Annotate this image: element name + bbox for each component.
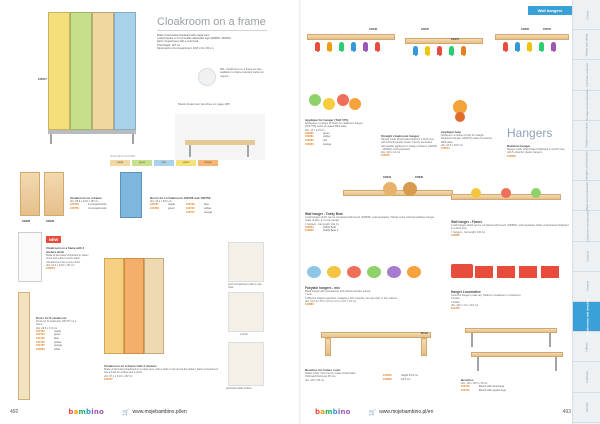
table-row: 100741 orange	[186, 210, 213, 214]
locomotive-image	[451, 256, 563, 284]
rainbow-hanger-code: 100048	[507, 154, 516, 158]
website-link[interactable]: www.mojebambino.pl/en	[132, 409, 187, 415]
footer-left	[10, 406, 290, 418]
benches-metal-dims: dim: 115 x 35.5 x 35 cm	[461, 382, 488, 385]
table-row: 100740 Bench with wood legs	[461, 385, 505, 389]
cabinet2-specs: dim: 34.2 x 83.2 cm	[150, 200, 172, 203]
applique-help-block	[441, 130, 493, 150]
flower-hanger-image	[451, 186, 561, 208]
footer-right	[315, 406, 571, 418]
shelves-code: 100816	[46, 267, 55, 270]
straight-hanger-text: Hanger made of laminated board in a birch tone with colourful plastic hooks. Can be decorated with starfish appliqués in shape of flowers (100060 - 100063), sold separately.	[381, 138, 438, 151]
intro-line: Made of laminated chipboard with maple bars	[157, 34, 210, 37]
page-number-left: 492	[10, 409, 19, 415]
table-row: 100738 green	[150, 206, 175, 210]
blue-cabinet-image	[120, 172, 142, 218]
side-tab-label: Cloakrooms and benches	[585, 298, 590, 335]
table-row: 101767 orange	[36, 344, 63, 348]
flower-dims: 7 hangers - bar length: 105 cm	[451, 230, 486, 234]
section-tag: Wall hangers	[528, 6, 572, 15]
intro-line: Locked hooks on 3 removable adjustable legs (300802, 300062)	[157, 37, 231, 41]
applique-help-code: 100071	[441, 147, 450, 150]
metal-benches-image	[461, 322, 569, 378]
locomotive-line: 6 hooks	[451, 297, 460, 301]
detail-thumb-perforated	[228, 342, 264, 386]
side-tab-label: Tables and desks	[585, 33, 589, 57]
applique-hanger-dims: dim: 13 x 14.5 cm	[305, 128, 325, 132]
locomotive-code: 100476	[451, 307, 460, 310]
flower-applique-image	[307, 88, 363, 116]
side-tab-label: Storage and bookcases	[585, 89, 589, 121]
swatch-green: green	[132, 160, 152, 166]
doors-s-title: Doors for D cloakroom	[36, 316, 67, 320]
table-row: 100740 yellow	[186, 206, 212, 210]
prl-badge-icon	[198, 68, 216, 86]
side-tab-label: Classroom accessories	[585, 210, 590, 242]
teddy-dims: 1 hangers - bar length: 102 cm	[305, 222, 340, 226]
table-row: 101765 blue	[36, 337, 59, 340]
benches-wood-text: Stable locker room bench, made of laminated chipboard thickness 25 mm.	[305, 372, 356, 379]
rail-code-1: 100349	[369, 28, 377, 31]
shelves-text: Made of laminated chipboard in pastel tones with colour inserts. Each compartment has a shoe shelf.	[46, 254, 89, 264]
benches-wood-block	[305, 368, 365, 382]
rail-code-2: 100070	[421, 28, 429, 31]
fairytale-line: 7 sets	[305, 293, 312, 297]
side-tab-label: Carpets	[584, 281, 589, 292]
brand-logo: bambino	[68, 408, 105, 416]
table-row: 100600 white	[36, 347, 61, 351]
side-tab[interactable]	[573, 393, 600, 423]
brand-logo: bambino	[315, 408, 351, 416]
table-row: 100737 maple	[150, 203, 176, 207]
caption-perforated: perforated plate bottom	[226, 387, 252, 390]
side-tab[interactable]	[573, 91, 600, 121]
small-code-2: 100039	[46, 220, 54, 223]
locomotive-line: dim: 100 x 4.5 x 11.5 cm	[451, 303, 479, 307]
rail-hangers-image	[307, 30, 569, 80]
side-tab-label: Hangers and benches	[585, 150, 590, 181]
bench-height-label: 35 cm	[421, 332, 428, 335]
table-row: 100062 red	[305, 139, 327, 142]
caption-shelf: a shelf	[240, 333, 248, 336]
table-row: 100063 orange	[305, 142, 332, 146]
benches-metal-title: Benches	[461, 378, 474, 382]
table-row: 100060 green	[305, 131, 330, 135]
table-row: 100741 Bench with square legs	[461, 388, 506, 392]
teddy-text: A wall hanger which can be completed with bench (100836), sold separately. Thanks to the colourful applique hanger made of pine, it is a fun hanger.	[305, 216, 435, 223]
side-tab-label: Beds and mattresses	[585, 181, 589, 210]
cabinet3-dims: dim: 87.2 x 34.8 x 187 cm	[104, 374, 133, 378]
table-row: 100895 34.5 cm	[383, 377, 411, 381]
caption-each: each compartment with a coat hook	[228, 283, 262, 290]
applique-hanger-text: Appliqués in a shape of flower for cloakroom hanger (TAK 575) made of coated MDF plate.	[305, 122, 363, 129]
table-row: 101763 maple	[36, 329, 62, 333]
cabinet3-title: Cloakroom on a frame with 3 shelves	[104, 364, 157, 368]
side-tab[interactable]	[573, 211, 600, 241]
table-row: 100845 Teddy Bear 2	[305, 229, 339, 233]
cabinet1-specs: dim: 86.8 x 34.8 x 187 cm	[70, 200, 99, 203]
side-tab-label: Chairs	[584, 10, 589, 19]
small-code-1: 100038	[22, 220, 30, 223]
page-title-left: Cloakroom on a frame	[157, 16, 266, 28]
fairytale-text: Metal hanger with animated tip and colorful wooden animal.	[305, 290, 371, 293]
shelves-block	[46, 246, 90, 270]
cabinet1-title: Cloakroom on a frame	[70, 196, 102, 200]
swatch-maple: maple	[110, 160, 130, 166]
small-cabinet-image	[20, 172, 66, 220]
website-link[interactable]: www.mojebambino.pl/en	[379, 409, 434, 415]
table-row: 100845 height 34.5 cm	[383, 374, 419, 377]
benches-wood-title: Benches for locker room	[305, 368, 341, 372]
cabinet1-block	[70, 196, 118, 211]
cabinet2-block	[150, 196, 222, 214]
side-tab-label: Furniture systems	[585, 63, 589, 87]
wood-bench-image	[321, 322, 441, 362]
locomotive-block	[451, 290, 569, 310]
locomotive-title: Hanger Locomotive	[451, 290, 481, 294]
hangers-title: Hangers	[507, 126, 553, 140]
doors-s-block	[36, 316, 80, 352]
table-row: 100739 blue	[186, 203, 209, 207]
three-door-cabinet-image	[104, 258, 164, 358]
fairytale-title: Fairytale hangers - mix	[305, 286, 340, 290]
rail-code-4: 100060	[521, 28, 529, 31]
new-badge: NEW	[46, 236, 61, 243]
cabinet3-code: 100737	[104, 377, 113, 381]
cabinet3-block	[104, 364, 222, 381]
applique-help-text: Appliqué in a shape of help for straight cloakroom hanger (100070) made of coloured MDF plate.	[441, 134, 492, 144]
detail-thumb-hook	[228, 242, 264, 282]
side-tab[interactable]	[573, 298, 600, 335]
shelves-title: Cloakroom on a frame with 2 shelves while	[46, 246, 85, 254]
teddy-code-1: 100844	[383, 176, 391, 179]
straight-hanger-title: Straight cloakroom hanger	[381, 134, 420, 138]
flower-code: 100856	[451, 233, 460, 237]
title-underline	[157, 30, 267, 31]
applique-hanger-title: Appliqué for hanger (TAK 575)	[305, 118, 349, 122]
side-tab-label: Cabinets	[585, 371, 589, 383]
swatch-orange: orange	[198, 160, 218, 166]
benches-metal-block	[461, 378, 569, 393]
frame-code: 100517	[38, 78, 47, 81]
rainbow-hanger-title: Rainbow hanger	[507, 144, 531, 148]
flower-title: Wall hanger - Flower	[451, 220, 483, 224]
help-applique-image	[449, 98, 471, 124]
flower-text: A wall hanger which can be completed with bench (100836), sold separately. Made of laminated chipboard in a birch tone.	[451, 224, 569, 231]
teddy-code-2: 100845	[415, 176, 423, 179]
page-number-right: 493	[562, 409, 571, 415]
intro-line: Each compartment with a coat hook	[157, 40, 199, 44]
fairytale-line: dim: from 8 x 8.5 x 4.5 cm to 9 x 11.5 x 4.5 cm	[305, 299, 357, 303]
flower-block	[451, 220, 569, 237]
cart-icon: 🛒	[368, 409, 377, 416]
cabinet2-title: Doors for H cloakroom 100758 and 100759	[150, 196, 211, 200]
side-tab[interactable]	[573, 332, 600, 362]
doors-s-text: Doors for D cloakroom 100 877 on a frame	[36, 320, 77, 327]
left-page	[0, 0, 299, 424]
table-row: 101764 green	[36, 333, 61, 337]
teddy-block	[305, 212, 435, 233]
cart-icon: 🛒	[122, 409, 130, 416]
rail-code-3: 100071	[451, 38, 459, 41]
shelves-dims: dim: 51.4 x 34.8 x 187 cm	[46, 263, 75, 267]
table-row: 101766 yellow	[36, 340, 62, 344]
side-tab[interactable]	[573, 181, 600, 211]
intro-list	[157, 34, 265, 50]
cabinet3-text: Made of laminated chipboard in a maple tone, with a shelf on top and at the bottom. Each compartment has a hook for clothes and a shelf.	[104, 368, 219, 375]
intro-line: Total height: 187 cm	[157, 43, 181, 47]
rainbow-hanger-text: Hanger made of laminated chipboard in a birch tone, with 5 colourful, plastic hangers.	[507, 148, 566, 155]
benches-wood-table	[383, 374, 443, 381]
colors-label: AVAILABLE COLOURS:	[110, 155, 136, 158]
right-page	[301, 0, 572, 424]
rainbow-hanger-block	[507, 144, 567, 158]
rail-code-5: 100070	[543, 28, 551, 31]
side-tab[interactable]	[573, 151, 600, 181]
locomotive-text: Colourful hangers make any children's cloakroom or classroom.	[451, 294, 522, 297]
side-tab-label: Offices	[585, 342, 589, 352]
side-tab[interactable]	[573, 362, 600, 392]
fairytale-block	[305, 286, 441, 306]
side-tab[interactable]	[573, 121, 600, 151]
swatch-blue: blue	[154, 160, 174, 166]
table-row: 100061 yellow	[305, 135, 331, 139]
side-tab-label: Kitchen	[584, 402, 589, 413]
side-tab[interactable]	[573, 0, 600, 30]
side-tab-label: Children's furniture	[585, 122, 589, 148]
swatch-yellow: yellow	[176, 160, 196, 166]
detail-thumb-shelf	[228, 292, 264, 332]
teddy-title: Wall hanger - Teddy Bear	[305, 212, 343, 216]
applique-help-title: Appliqué help	[441, 130, 461, 134]
straight-hanger-code: 100070	[381, 154, 390, 158]
benches-note-text: Metal cloakroom benches on page 485	[178, 102, 230, 106]
fairytale-code: 100886	[305, 303, 314, 306]
cabinet-image-frame	[48, 12, 148, 144]
white-cabinet-image	[18, 232, 42, 282]
intro-line: Dimensions of a compartment: 34.8 x 34 x 84 cm	[157, 46, 214, 50]
fairytale-image	[307, 262, 437, 284]
side-tabs	[572, 0, 600, 424]
benches-wood-dims: dim: 100 x 35 cm	[305, 378, 325, 382]
applique-hanger-block	[305, 118, 365, 146]
metal-bench-image	[175, 114, 265, 160]
applique-help-dims: dim: 20.5 x 18.5 cm	[441, 143, 463, 147]
color-swatches	[110, 160, 220, 166]
locomotive-line: 3 hooks	[451, 300, 460, 304]
side-tab[interactable]	[573, 242, 600, 272]
prl-badge-text: PRL: Cloakrooms on a frame are also available in a flame-retardant variant on request	[220, 68, 264, 78]
fairytale-line: 6 different shapes (elephant, hedgehog, bird, butterfly, bee and owl), in four colours	[305, 296, 397, 300]
side-tab[interactable]	[573, 60, 600, 90]
table-row: 100758 4 compartments	[70, 206, 107, 210]
straight-hanger-block	[381, 134, 437, 157]
benches-note	[178, 102, 230, 106]
table-row: 100844 Teddy Bear	[305, 225, 337, 229]
straight-hanger-dims: dim: 100 x 14 cm	[381, 151, 401, 154]
tall-door-image	[18, 292, 30, 400]
side-tab[interactable]	[573, 30, 600, 60]
table-row: 100760 6 compartments	[70, 203, 107, 207]
doors-s-dims: dim: 29.8 x 171 cm	[36, 326, 58, 330]
side-tab-label: Outdoor	[585, 250, 589, 262]
teddy-hanger-image	[343, 180, 453, 210]
